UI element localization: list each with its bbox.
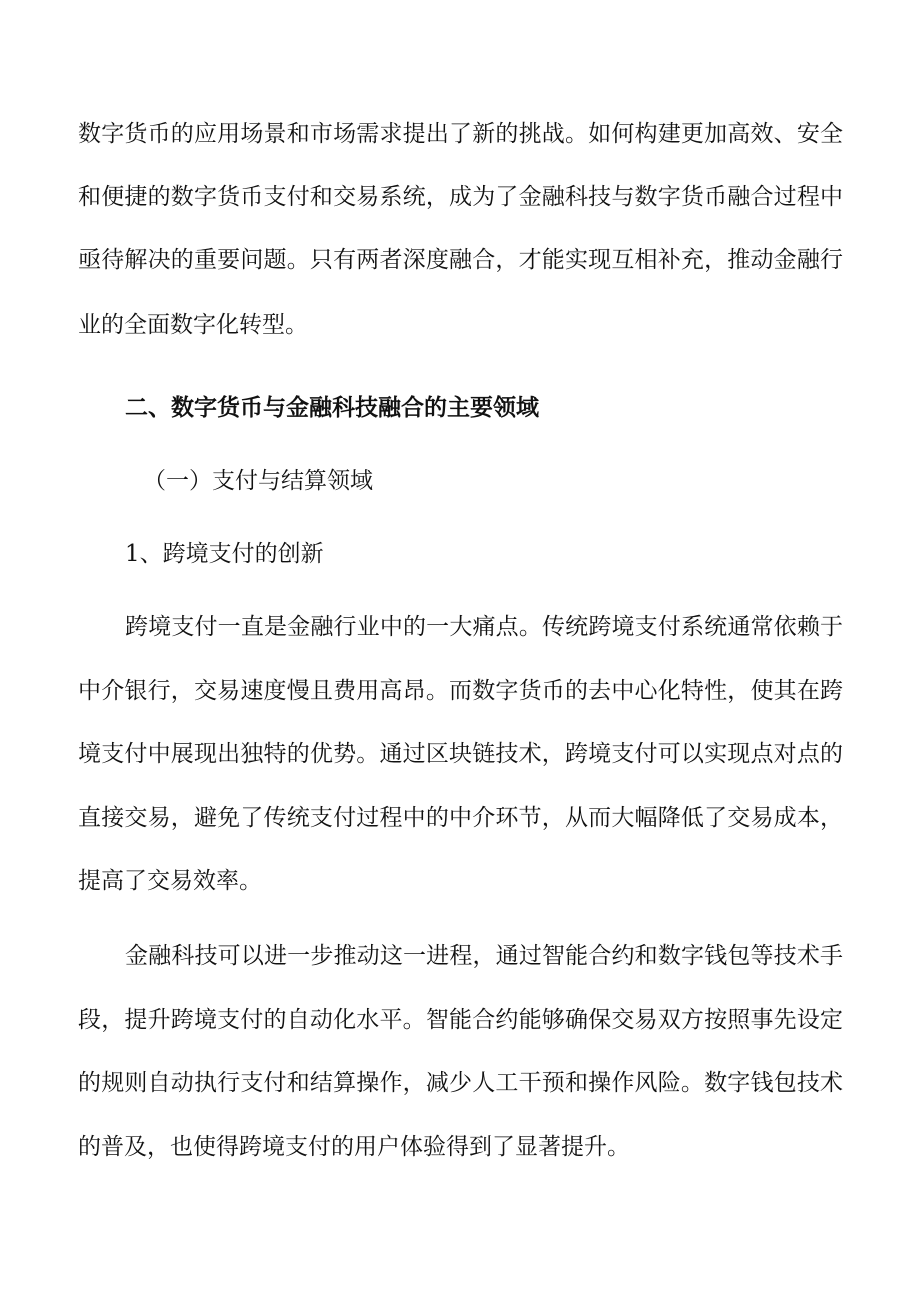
paragraph-line: 的规则自动执行支付和结算操作，减少人工干预和操作风险。数字钱包技术 <box>78 1070 843 1096</box>
paragraph-line: 提高了交易效率。 <box>78 868 262 894</box>
paragraph-line: 亟待解决的重要问题。只有两者深度融合，才能实现互相补充，推动金融行 <box>78 247 843 273</box>
paragraph-line: 中介银行，交易速度慢且费用高昂。而数字货币的去中心化特性，使其在跨 <box>78 678 843 704</box>
subsection-heading: （一）支付与结算领域 <box>143 468 373 494</box>
paragraph-line: 境支付中展现出独特的优势。通过区块链技术，跨境支付可以实现点对点的 <box>78 741 843 767</box>
paragraph-line: 的普及，也使得跨境支付的用户体验得到了显著提升。 <box>78 1134 630 1160</box>
paragraph-line: 业的全面数字化转型。 <box>78 312 308 338</box>
paragraph-line: 跨境支付一直是金融行业中的一大痛点。传统跨境支付系统通常依赖于 <box>125 614 843 640</box>
item-heading: 1、跨境支付的创新 <box>125 541 324 567</box>
paragraph-line: 和便捷的数字货币支付和交易系统，成为了金融科技与数字货币融合过程中 <box>78 184 843 210</box>
paragraph-line: 数字货币的应用场景和市场需求提出了新的挑战。如何构建更加高效、安全 <box>78 121 843 147</box>
section-heading: 二、数字货币与金融科技融合的主要领域 <box>125 394 539 421</box>
paragraph-line: 段，提升跨境支付的自动化水平。智能合约能够确保交易双方按照事先设定 <box>78 1007 843 1033</box>
paragraph-line: 金融科技可以进一步推动这一进程，通过智能合约和数字钱包等技术手 <box>125 943 843 969</box>
paragraph-line: 直接交易，避免了传统支付过程中的中介环节，从而大幅降低了交易成本， <box>78 805 843 831</box>
